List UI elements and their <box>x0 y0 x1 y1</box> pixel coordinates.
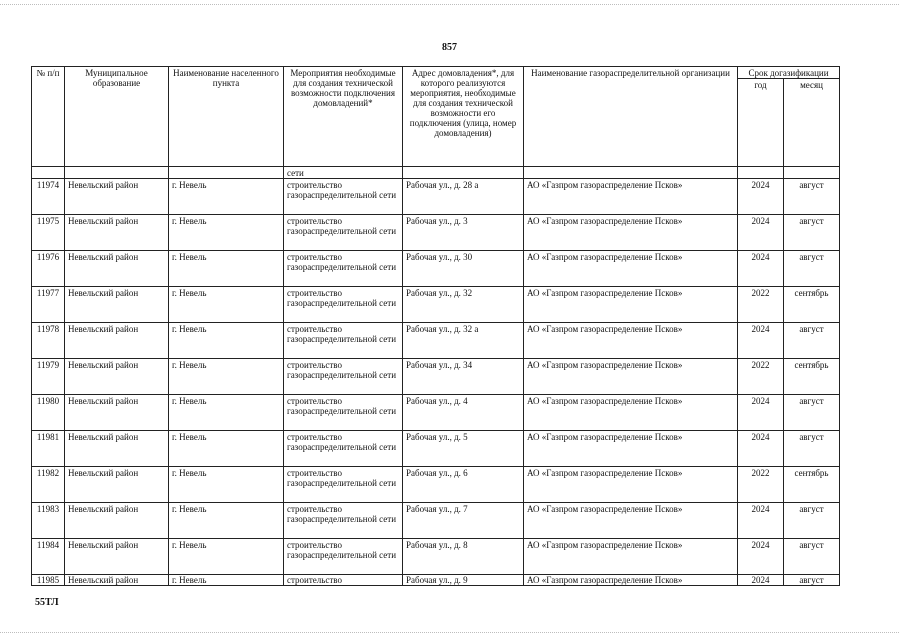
header-settlement: Наименование населенного пункта <box>169 67 284 167</box>
cell-organization: АО «Газпром газораспределение Псков» <box>524 179 738 215</box>
cell-year: 2022 <box>738 467 784 503</box>
table-row <box>32 395 840 431</box>
cell-organization: АО «Газпром газораспределение Псков» <box>524 395 738 431</box>
cell-address: Рабочая ул., д. 32 <box>403 287 524 323</box>
cell-num: 11983 <box>32 503 65 539</box>
cell-settlement: г. Невель <box>169 179 284 215</box>
header-measures: Мероприятия необходимые для создания технической возможности подключения домовладений* <box>284 67 403 167</box>
cell-measures: строительство <box>284 575 403 586</box>
cell-measures: строительство газораспределительной сети <box>284 215 403 251</box>
cell-settlement: г. Невель <box>169 467 284 503</box>
cell-measures: строительство газораспределительной сети <box>284 287 403 323</box>
cell-address: Рабочая ул., д. 4 <box>403 395 524 431</box>
cell-address: Рабочая ул., д. 3 <box>403 215 524 251</box>
cell-month: сентябрь <box>784 467 840 503</box>
cell-measures: строительство газораспределительной сети <box>284 359 403 395</box>
cell-organization: АО «Газпром газораспределение Псков» <box>524 287 738 323</box>
cell-municipality: Невельский район <box>65 431 169 467</box>
table-row <box>32 251 840 287</box>
cell-year: 2022 <box>738 359 784 395</box>
table-row <box>32 359 840 395</box>
cell-measures: строительство газораспределительной сети <box>284 395 403 431</box>
cell-address: Рабочая ул., д. 8 <box>403 539 524 575</box>
cell-municipality: Невельский район <box>65 539 169 575</box>
cell-address: Рабочая ул., д. 32 а <box>403 323 524 359</box>
header-address: Адрес домовладения*, для которого реализуются мероприятия, необходимые для создания технической возможности его подключения (улица, номер домовладения) <box>403 67 524 167</box>
cell-month: август <box>784 215 840 251</box>
cell-address: Рабочая ул., д. 7 <box>403 503 524 539</box>
table-row <box>32 575 840 586</box>
cell-organization: АО «Газпром газораспределение Псков» <box>524 215 738 251</box>
cell-organization: АО «Газпром газораспределение Псков» <box>524 431 738 467</box>
cell-month: август <box>784 431 840 467</box>
cell-num: 11975 <box>32 215 65 251</box>
cell-municipality: Невельский район <box>65 359 169 395</box>
cell-year: 2024 <box>738 539 784 575</box>
cell-municipality: Невельский район <box>65 251 169 287</box>
table-row <box>32 287 840 323</box>
header-row <box>32 67 840 79</box>
cell-year: 2024 <box>738 215 784 251</box>
cell-year: 2024 <box>738 323 784 359</box>
cell-settlement: г. Невель <box>169 503 284 539</box>
table-row <box>32 179 840 215</box>
table-row <box>32 503 840 539</box>
cell-organization: АО «Газпром газораспределение Псков» <box>524 251 738 287</box>
cell-year: 2024 <box>738 395 784 431</box>
cell-month: август <box>784 395 840 431</box>
cell-year: 2024 <box>738 179 784 215</box>
cell-measures: строительство газораспределительной сети <box>284 179 403 215</box>
cell-measures: строительство газораспределительной сети <box>284 251 403 287</box>
cell-month: август <box>784 503 840 539</box>
cell-settlement: г. Невель <box>169 575 284 586</box>
cell-month: август <box>784 539 840 575</box>
cell-measures: строительство газораспределительной сети <box>284 323 403 359</box>
cell-month: август <box>784 251 840 287</box>
cell-address: Рабочая ул., д. 34 <box>403 359 524 395</box>
cell-address: Рабочая ул., д. 9 <box>403 575 524 586</box>
cell-num: 11982 <box>32 467 65 503</box>
cell-num: 11976 <box>32 251 65 287</box>
header-term: Срок догазификации <box>738 67 840 79</box>
cell-settlement: г. Невель <box>169 539 284 575</box>
header-municipality: Муниципальное образование <box>65 67 169 167</box>
cell-settlement: г. Невель <box>169 359 284 395</box>
cell-year: 2024 <box>738 251 784 287</box>
cell-year: 2022 <box>738 287 784 323</box>
cell-address: Рабочая ул., д. 30 <box>403 251 524 287</box>
cell-num: 11977 <box>32 287 65 323</box>
cell-settlement: г. Невель <box>169 251 284 287</box>
cell-measures: строительство газораспределительной сети <box>284 503 403 539</box>
cell-address: Рабочая ул., д. 28 а <box>403 179 524 215</box>
cell-measures: строительство газораспределительной сети <box>284 539 403 575</box>
table-row <box>32 431 840 467</box>
cell-num: 11978 <box>32 323 65 359</box>
cell-organization: АО «Газпром газораспределение Псков» <box>524 359 738 395</box>
cell-year: 2024 <box>738 503 784 539</box>
header-month: месяц <box>784 79 840 167</box>
cell-settlement: г. Невель <box>169 287 284 323</box>
cell-organization: АО «Газпром газораспределение Псков» <box>524 467 738 503</box>
page-number: 857 <box>442 42 457 53</box>
cell-measures: строительство газораспределительной сети <box>284 431 403 467</box>
cell-address: Рабочая ул., д. 6 <box>403 467 524 503</box>
cell-num: 11981 <box>32 431 65 467</box>
cell-settlement: г. Невель <box>169 395 284 431</box>
cell-municipality: Невельский район <box>65 179 169 215</box>
cell-address: Рабочая ул., д. 5 <box>403 431 524 467</box>
cell-num: 11979 <box>32 359 65 395</box>
cell-month: сентябрь <box>784 287 840 323</box>
cell-organization: АО «Газпром газораспределение Псков» <box>524 539 738 575</box>
cell-year: 2024 <box>738 575 784 586</box>
scan-artifact <box>0 4 899 5</box>
continuation-row <box>32 167 840 179</box>
cell-year: 2024 <box>738 431 784 467</box>
header-organization: Наименование газораспределительной организации <box>524 67 738 167</box>
cell-organization: АО «Газпром газораспределение Псков» <box>524 503 738 539</box>
cell-settlement: г. Невель <box>169 431 284 467</box>
cell-num: 11980 <box>32 395 65 431</box>
cell-municipality: Невельский район <box>65 287 169 323</box>
header-year: год <box>738 79 784 167</box>
table-row <box>32 467 840 503</box>
cell-month: август <box>784 575 840 586</box>
cell-municipality: Невельский район <box>65 503 169 539</box>
cell-num: 11974 <box>32 179 65 215</box>
cell-settlement: г. Невель <box>169 323 284 359</box>
cell-num: 11985 <box>32 575 65 586</box>
cell-settlement: г. Невель <box>169 215 284 251</box>
cell-municipality: Невельский район <box>65 467 169 503</box>
table-row <box>32 539 840 575</box>
cell-month: август <box>784 323 840 359</box>
gasification-table <box>31 66 840 586</box>
cell-municipality: Невельский район <box>65 575 169 586</box>
cell-municipality: Невельский район <box>65 395 169 431</box>
cell-month: август <box>784 179 840 215</box>
table-row <box>32 323 840 359</box>
cell-organization: АО «Газпром газораспределение Псков» <box>524 575 738 586</box>
cell-organization: АО «Газпром газораспределение Псков» <box>524 323 738 359</box>
cell-municipality: Невельский район <box>65 215 169 251</box>
table-row <box>32 215 840 251</box>
cell-num: 11984 <box>32 539 65 575</box>
header-num: № п/п <box>32 67 65 167</box>
scan-artifact <box>0 632 899 633</box>
cell-month: сентябрь <box>784 359 840 395</box>
document-code: 55ТЛ <box>35 597 59 608</box>
cell-municipality: Невельский район <box>65 323 169 359</box>
cell-measures: строительство газораспределительной сети <box>284 467 403 503</box>
cell-measures: сети <box>284 167 403 179</box>
